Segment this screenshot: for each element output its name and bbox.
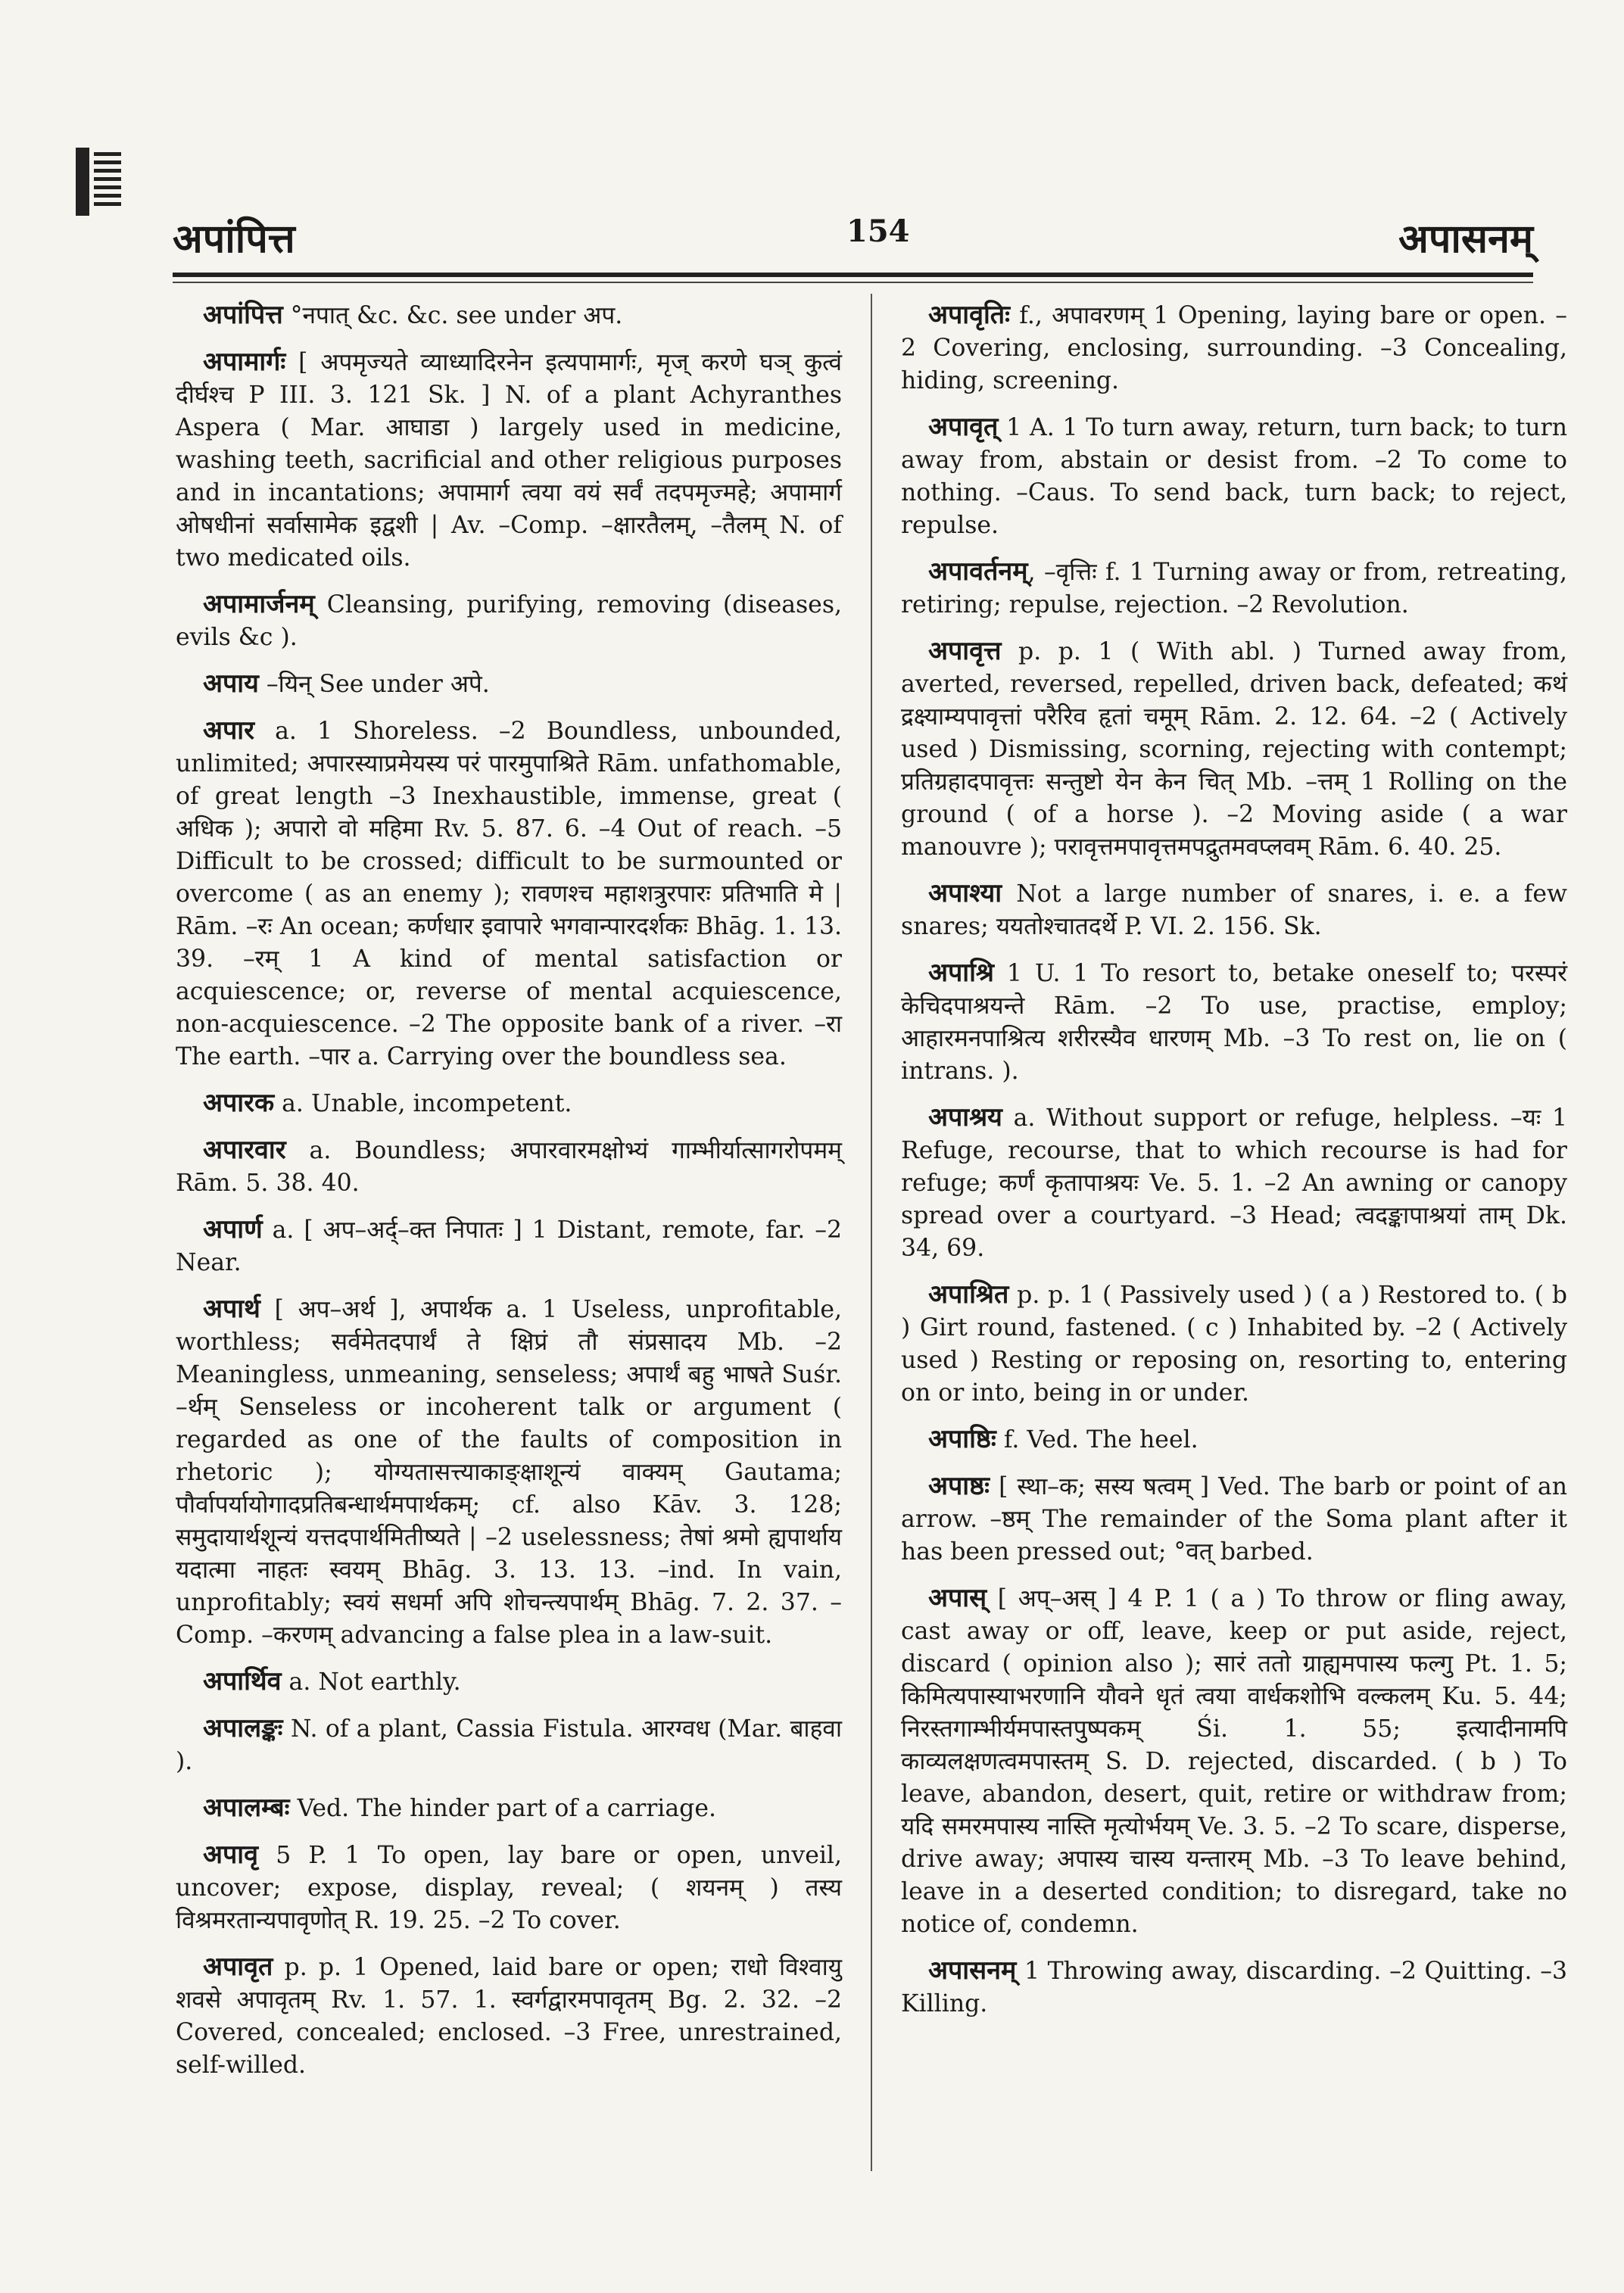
headword: अपारक (203, 1088, 275, 1118)
definition: 5 P. 1 To open, lay bare or open, unveil, uncover; expose, display, reveal; ( शयनम् ) तस्य विश्रमरतान्यपावृणोत् R. 19. 25. –2 To cover. (176, 1842, 843, 1934)
dictionary-entry (176, 715, 842, 1073)
definition: Cleansing, purifying, removing (diseases, evils &c ). (176, 591, 843, 651)
headword: अपार (203, 715, 254, 746)
headword: अपार्थ (203, 1294, 260, 1324)
dictionary-entry (176, 1712, 842, 1778)
definition: Not a large number of snares, i. e. a few snares; ययतोश्चातदर्थे P. VI. 2. 156. Sk. (901, 880, 1567, 940)
left-column (176, 299, 842, 2095)
definition: [ अप–अर्थ ], अपार्थक a. 1 Useless, unprofitable, worthless; सर्वमेतदपार्थं ते क्षिप्रं तौ संप्रसादय Mb. –2 Meaningless, unmeaning, senseless; अपार्थं बहु भाषते Suśr. –र्थम् Senseless or incoherent talk or argument ( regarded as one of the faults of composition in rhetoric ); योग्यतासत्त्याकाङ्क्षाशून्यं वाक्यम् Gautama; पौर्वापर्यायोगादप्रतिबन्धार्थमपार्थकम्; cf. also Kāv. 3. 128; समुदायार्थशून्यं यत्तदपार्थमितीष्यते | –2 uselessness; तेषां श्रमो ह्यपार्थाय यदात्मा नाहतः स्वयम् Bhāg. 3. 13. 13. –ind. In vain, unprofitably; स्वयं सधर्मा अपि शोचन्त्यपार्थम् Bhāg. 7. 2. 37. –Comp. –करणम् advancing a false plea in a law-suit. (176, 1296, 843, 1649)
headword: अपांपित्त (203, 300, 283, 330)
headword: अपावृतिः (928, 300, 1011, 330)
right-column (901, 299, 1567, 2034)
definition: a. [ अप–अर्द्–क्त निपातः ] 1 Distant, remote, far. –2 Near. (176, 1217, 842, 1276)
definition: [ अपमृज्यते व्याध्यादिरनेन इत्यपामार्गः, मृज् करणे घञ् कुत्वं दीर्घश्च P III. 3. 121 Sk. ] N. of a plant Achyranthes Aspera ( Mar. आघाडा ) largely used in medicine, washing teeth, sacrificial and other religious purposes and in incantations; अपामार्ग त्वया वयं सर्वं तदपमृज्महे; अपामार्ग ओषधीनां सर्वासामेक इद्वशी | Av. –Comp. –क्षारतैलम्, –तैलम् N. of two medicated oils. (176, 349, 842, 572)
headword: अपारवार (203, 1135, 286, 1165)
dictionary-entry (901, 299, 1567, 397)
dictionary-entry (176, 299, 842, 332)
headword: अपाश्रित (928, 1279, 1009, 1310)
definition: p. p. 1 Opened, laid bare or open; राधो विश्वायु शवसे अपावृतम् Rv. 1. 57. 1. स्वर्गद्वारमपावृतम् Bg. 2. 32. –2 Covered, concealed; enclosed. –3 Free, unrestrained, self-willed. (176, 1954, 842, 2079)
definition: °नपात् &c. &c. see under अप. (290, 302, 623, 329)
definition: [ स्था–क; सस्य षत्वम् ] Ved. The barb or point of an arrow. –ष्ठम् The remainder of the Soma plant after it has been pressed out; °वत् barbed. (901, 1473, 1568, 1566)
headword: अपाय (203, 668, 259, 699)
headword: अपास् (928, 1583, 987, 1613)
headword: अपाश्रि (928, 958, 994, 988)
definition: –यिन् See under अपे. (266, 671, 490, 698)
dictionary-entry (176, 1293, 842, 1652)
definition: N. of a plant, Cassia Fistula. आरग्वध (Mar. बाहवा ). (176, 1715, 842, 1775)
dictionary-entry (901, 877, 1567, 943)
dictionary-entry (176, 588, 842, 654)
headword: अपालम्बः (203, 1793, 290, 1823)
definition: Ved. The hinder part of a carriage. (297, 1795, 716, 1822)
headword: अपामार्गः (203, 347, 286, 377)
dictionary-entry (901, 1279, 1567, 1410)
headword: अपावर्तनम् (928, 556, 1028, 587)
dictionary-entry (901, 1582, 1567, 1941)
definition: , –वृत्तिः f. 1 Turning away or from, retreating, retiring; repulse, rejection. –2 Revolution. (901, 559, 1567, 618)
dictionary-entry (176, 1134, 842, 1200)
running-head-right: अपासनम् (1398, 216, 1533, 262)
dictionary-entry (901, 1423, 1567, 1456)
header-rule-thin (173, 282, 1533, 283)
headword: अपावृत्त (928, 636, 1002, 666)
headword: अपाष्ठः (928, 1471, 990, 1501)
definition: f. Ved. The heel. (1003, 1426, 1199, 1453)
headword: अपार्थिव (203, 1666, 282, 1696)
headword: अपावृत् (928, 412, 999, 442)
headword: अपामार्जनम् (203, 589, 315, 619)
headword: अपालङ्कः (203, 1713, 283, 1743)
dictionary-entry (901, 957, 1567, 1088)
definition: a. Unable, incompetent. (282, 1090, 572, 1117)
definition: [ अप्–अस् ] 4 P. 1 ( a ) To throw or fling away, cast away or off, leave, keep or put aside, reject, discard ( opinion also ); सारं ततो ग्राह्यमपास्य फल्गु Pt. 1. 5; किमित्यपास्याभरणानि यौवने धृतं त्वया वार्धकशोभि वल्कलम् Ku. 5. 44; निरस्तगाम्भीर्यमपास्तपुष्पकम् Śi. 1. 55; इत्यादीनामपि काव्यलक्षणत्वमपास्तम् S. D. rejected, discarded. ( b ) To leave, abandon, desert, quit, retire or withdraw from; यदि समरमपास्य नास्ति मृत्योर्भयम् Ve. 3. 5. –2 To scare, disperse, drive away; अपास्य चास्य यन्तारम् Mb. –3 To leave behind, leave in a deserted condition; to disregard, take no notice of, condemn. (901, 1585, 1567, 1938)
definition: 1 Throwing away, discarding. –2 Quitting. –3 Killing. (901, 1958, 1568, 2017)
dictionary-entry (901, 1470, 1567, 1569)
dictionary-entry (901, 635, 1567, 864)
definition: a. 1 Shoreless. –2 Boundless, unbounded, unlimited; अपारस्याप्रमेयस्य परं पारमुपाश्रिते Rām. unfathomable, of great length –3 Inexhaustible, immense, great ( अधिक ); अपारो वो महिमा Rv. 5. 87. 6. –4 Out of reach. –5 Difficult to be crossed; difficult to be surmounted or overcome ( as an enemy ); रावणश्च महाशत्रुरपारः प्रतिभाति मे | Rām. –रः An ocean; कर्णधार इवापारे भगवान्पारदर्शकः Bhāg. 1. 13. 39. –रम् 1 A kind of mental satisfaction or acquiescence; or, reverse of mental acquiescence, non-acquiescence. –2 The opposite bank of a river. –रा The earth. –पार a. Carrying over the boundless sea. (176, 718, 842, 1070)
headword: अपाष्ठिः (928, 1424, 996, 1454)
dictionary-entry (901, 411, 1567, 542)
dictionary-entry (176, 668, 842, 701)
dictionary-entry (901, 1101, 1567, 1265)
page-edge-mark (76, 148, 121, 216)
headword: अपासनम् (928, 1955, 1017, 1986)
definition: f., अपावरणम् 1 Opening, laying bare or open. –2 Covering, enclosing, surrounding. –3 Concealing, hiding, screening. (901, 302, 1567, 394)
headword: अपाश्रय (928, 1102, 1002, 1132)
dictionary-entry (176, 1951, 842, 2082)
dictionary-entry (901, 1955, 1567, 2020)
header-rule (173, 273, 1533, 277)
definition: a. Without support or refuge, helpless. –यः 1 Refuge, recourse, that to which recourse is had for refuge; कर्णं कृतापाश्रयः Ve. 5. 1. –2 An awning or canopy spread over a courtyard. –3 Head; त्वदङ्कापाश्रयां ताम् Dk. 34, 69. (901, 1104, 1567, 1262)
definition: a. Not earthly. (288, 1668, 461, 1696)
dictionary-entry (176, 1213, 842, 1279)
definition: 1 U. 1 To resort to, betake oneself to; परस्परं केचिदपाश्रयन्ते Rām. –2 To use, practise, employ; आहारमनपाश्रित्य शरीरस्यैव धारणम् Mb. –3 To rest on, lie on ( intrans. ). (901, 960, 1568, 1085)
dictionary-entry (176, 1792, 842, 1825)
headword: अपार्ण (203, 1214, 263, 1245)
dictionary-entry (176, 346, 842, 575)
definition: p. p. 1 ( With abl. ) Turned away from, averted, reversed, repelled, driven back, defeated; कथं द्रक्ष्याम्यपावृत्तां परैरिव हृतां चमूम् Rām. 2. 12. 64. –2 ( Actively used ) Dismissing, scorning, rejecting with contempt; प्रतिग्रहादपावृत्तः सन्तुष्टो येन केन चित् Mb. –त्तम् 1 Rolling on the ground ( of a horse ). –2 Moving aside ( a war manouvre ); परावृत्तमपावृत्तमपद्रुतमवप्लवम् Rām. 6. 40. 25. (901, 638, 1568, 861)
definition: a. Boundless; अपारवारमक्षोभ्यं गाम्भीर्यात्सागरोपमम् Rām. 5. 38. 40. (176, 1137, 842, 1197)
headword: अपावृत (203, 1952, 273, 1982)
dictionary-entry (901, 556, 1567, 622)
column-divider (871, 294, 872, 2171)
dictionary-entry (176, 1087, 842, 1120)
running-head-left: अपांपित्त (173, 216, 295, 262)
definition: 1 A. 1 To turn away, return, turn back; to turn away from, abstain or desist from. –2 To come to nothing. –Caus. To send back, turn back; to reject, repulse. (901, 414, 1568, 539)
definition: p. p. 1 ( Passively used ) ( a ) Restored to. ( b ) Girt round, fastened. ( c ) Inhabited by. –2 ( Actively used ) Resting or reposing on, resorting to, entering on or into, being in or under. (901, 1282, 1567, 1407)
dictionary-entry (176, 1839, 842, 1937)
headword: अपावृ (203, 1840, 258, 1870)
page-number: 154 (846, 213, 910, 249)
dictionary-entry (176, 1665, 842, 1699)
headword: अपाश्या (928, 878, 1002, 908)
